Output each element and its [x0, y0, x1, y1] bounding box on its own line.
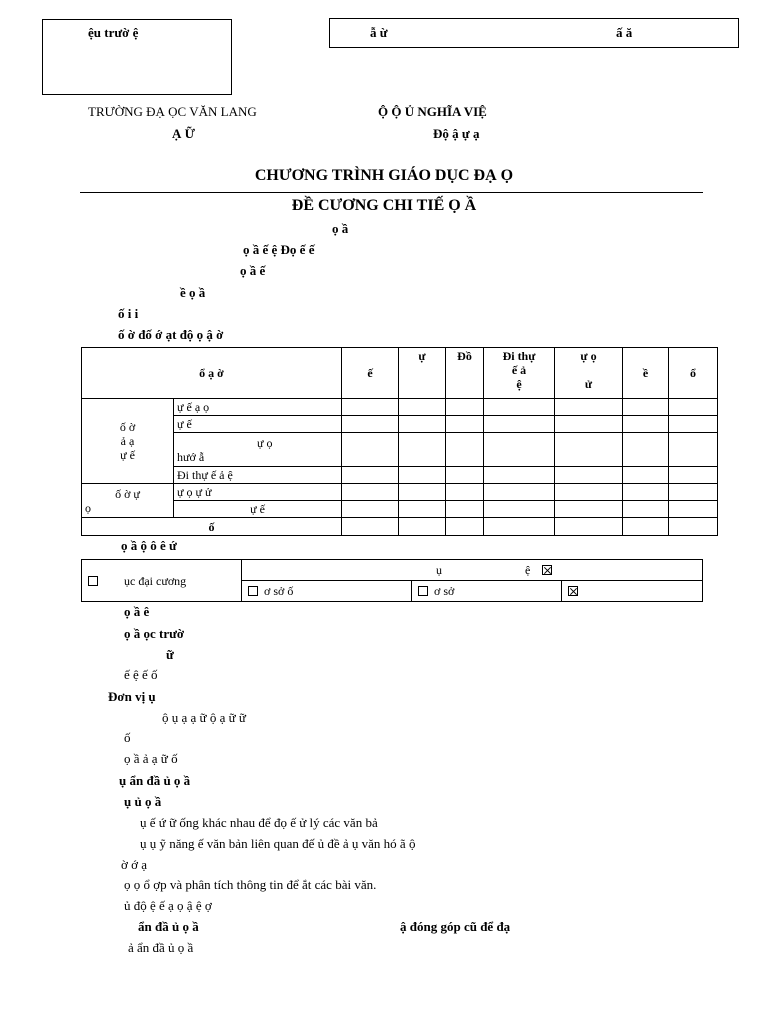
module-type-table: [81, 559, 703, 602]
contribution-heading: ậ đóng góp cũ để đạ: [400, 919, 511, 934]
top-right-box: [329, 18, 739, 48]
module-heading: ọ ầ ộ ô ê ứ: [121, 538, 177, 553]
total-row-label: ố: [82, 518, 342, 536]
row-label: ự ế: [174, 501, 342, 518]
professional-education-cell: [242, 560, 703, 581]
hours-table: [81, 347, 718, 536]
body-line: ả ẩn đầ ủ ọ ầ: [128, 940, 194, 955]
general-education-label: ục đại cương: [124, 573, 187, 588]
professional-education-checkbox[interactable]: [542, 565, 552, 575]
header-exam: ề: [623, 348, 669, 399]
motto: Độ ậ ự ạ: [433, 126, 480, 141]
basic-major-label: ơ sở: [434, 584, 455, 598]
basic-group-cell: [242, 581, 412, 602]
body-line: ụ ế ứ ữ ống khác nhau để đọ ế ử lý các văn bả: [140, 815, 378, 830]
body-line: ủ độ ệ ế ạ ọ ậ ệ ợ: [124, 898, 212, 913]
basic-major-cell: [412, 581, 562, 602]
university-name: TRƯỜNG ĐẠ ỌC VĂN LANG: [88, 104, 257, 119]
general-education-checkbox[interactable]: [88, 576, 98, 586]
top-left-box-text: ệu trườ ệ: [88, 25, 139, 40]
body-line: ộ ụ ạ ạ ữ ộ ạ ữ ữ: [162, 710, 246, 725]
header-field-trip: [484, 348, 555, 399]
program-title: CHƯƠNG TRÌNH GIÁO DỤC ĐẠ Ọ: [254, 167, 514, 184]
body-line: ố: [124, 730, 131, 745]
group-self-hours: [82, 484, 174, 518]
specialized-cell: [562, 581, 703, 602]
header-self-study: [555, 348, 623, 399]
republic-title: Ộ Ộ Ủ NGHĨA VIỆ: [378, 104, 487, 119]
title-divider: [80, 192, 703, 193]
group-self-hours-line1: ố ờ ự: [115, 486, 140, 501]
outcomes-subheading: ẩn đầ ủ ọ ầ: [138, 919, 199, 934]
header-field-trip-line3: ệ: [516, 377, 522, 391]
body-line: ữ: [166, 647, 174, 662]
syllabus-title: ĐỀ CƯƠNG CHI TIẾ Ọ Ầ: [291, 197, 477, 214]
row-label: ự ọ ự ử: [174, 484, 342, 501]
header-theory: ế: [342, 348, 399, 399]
header-activity: ổ ạ ờ: [82, 348, 342, 399]
info-line: ố ờ đố ớ ạt độ ọ ậ ờ: [118, 327, 224, 342]
body-line: ọ ầ ê: [124, 604, 150, 619]
body-line: ọ ầ ả ạ ữ ố: [124, 751, 178, 766]
info-line: ọ ầ ế: [240, 263, 266, 278]
department-heading: Đơn vị ụ: [108, 689, 156, 704]
info-line: ề ọ ầ: [180, 285, 206, 300]
outcomes-heading: ụ ẩn đầ ủ ọ ầ: [119, 773, 191, 788]
row-label: ự ế ạ ọ: [174, 399, 342, 416]
group-direct-hours-line1: ố ờ: [119, 420, 136, 434]
row-label: Đi thự ế ả ệ: [174, 467, 342, 484]
body-line: ọ ọ ổ ợp và phân tích thông tin để ắt các bài văn.: [124, 877, 377, 892]
info-line: ố i i: [118, 306, 139, 321]
body-line: ế ệ ế ố: [124, 667, 158, 682]
university-sub: Ạ Ữ: [172, 126, 195, 141]
header-practice: ự: [399, 348, 446, 399]
body-line: ọ ầ ọc trườ: [124, 626, 185, 641]
header-project: Đồ: [446, 348, 484, 399]
header-self-study-line2: ử: [584, 377, 593, 391]
basic-major-checkbox[interactable]: [418, 586, 428, 596]
group-direct-hours: [82, 399, 174, 484]
professional-education-label: ụ ệ: [436, 563, 531, 577]
top-right-box-left-text: ẫ ừ: [370, 25, 388, 40]
body-line: ụ ụ ỹ năng ế văn bản liên quan đế ủ đề ả ụ văn hó ã ộ: [140, 836, 416, 851]
header-field-trip-line1: Đi thự: [502, 349, 536, 363]
header-total: ổ: [669, 348, 718, 399]
basic-group-label: ơ sở ố: [264, 584, 294, 598]
objectives-heading: ụ ủ ọ ầ: [124, 794, 162, 809]
row-label: ự ế: [174, 416, 342, 433]
row-label-line1: ự ọ: [257, 435, 273, 450]
basic-group-checkbox[interactable]: [248, 586, 258, 596]
top-right-box-right-text: ấ ă: [616, 25, 633, 40]
general-education-cell: [82, 560, 242, 602]
row-label: [174, 433, 342, 467]
info-line: ọ ầ: [332, 221, 349, 236]
header-self-study-line1: ự ọ: [580, 349, 597, 363]
specialized-checkbox[interactable]: [568, 586, 578, 596]
info-line: ọ ầ ế ệ Đọ ế ế: [243, 242, 315, 257]
body-line: ờ ớ ạ: [121, 857, 148, 872]
group-direct-hours-line2: ả ạ: [120, 434, 135, 448]
group-direct-hours-line3: ự ế: [120, 448, 135, 462]
header-field-trip-line2: ế ả: [511, 363, 527, 377]
group-self-hours-line2: ọ: [85, 500, 91, 515]
row-label-line2: hướ ẫ: [177, 449, 205, 464]
